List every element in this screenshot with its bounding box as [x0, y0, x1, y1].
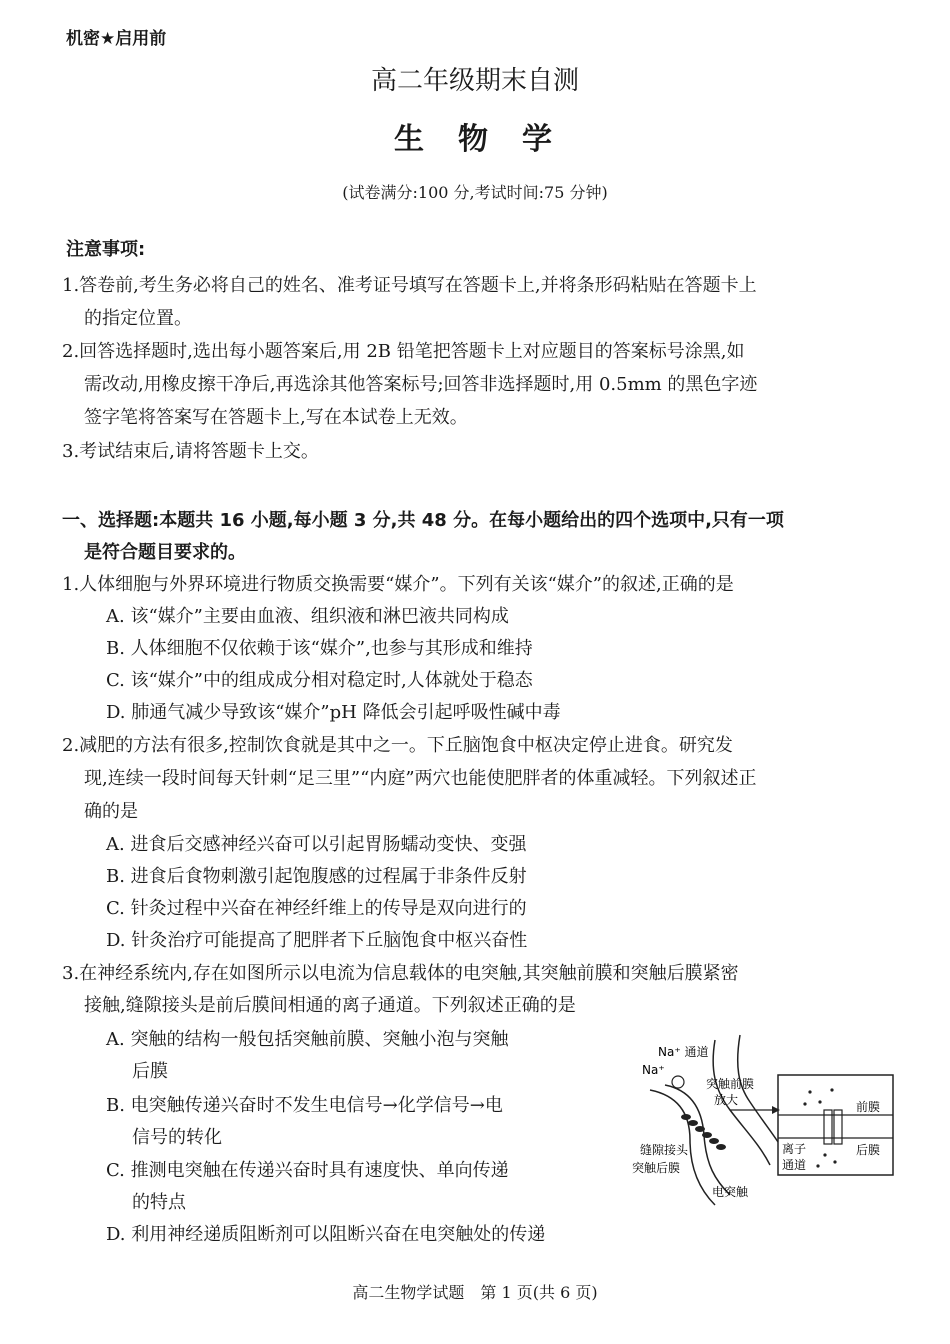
electric-synapse-figure	[620, 1030, 900, 1210]
question-stem: 1.人体细胞与外界环境进行物质交换需要“媒介”。下列有关该“媒介”的叙述,正确的是	[62, 574, 734, 595]
label-presynaptic: 突触前膜	[706, 1077, 755, 1091]
subject-title: 生物学	[394, 122, 586, 157]
label-post-membrane: 后膜	[856, 1143, 881, 1157]
label-gap-junction: 缝隙接头	[640, 1143, 689, 1157]
option-a: A. 突触的结构一般包括突触前膜、突触小泡与突触	[106, 1029, 509, 1050]
label-pre-membrane: 前膜	[856, 1100, 881, 1114]
question-stem-cont: 接触,缝隙接头是前后膜间相通的离子通道。下列叙述正确的是	[84, 995, 576, 1016]
exam-title: 高二年级期末自测	[370, 66, 579, 96]
option-c: C. 推测电突触在传递兴奋时具有速度快、单向传递	[106, 1160, 509, 1181]
option-c: C. 针灸过程中兴奋在神经纤维上的传导是双向进行的	[106, 898, 527, 919]
page-footer: 高二生物学试题 第 1 页(共 6 页)	[352, 1283, 598, 1302]
notice-item-cont: 签字笔将答案写在答题卡上,写在本试卷上无效。	[84, 407, 468, 428]
label-enlarge: 放大	[714, 1093, 739, 1107]
option-b-cont: 信号的转化	[132, 1127, 222, 1148]
option-a-cont: 后膜	[132, 1061, 168, 1082]
label-electric-synapse: 电突触	[712, 1185, 749, 1199]
option-d: D. 利用神经递质阻断剂可以阻断兴奋在电突触处的传递	[106, 1224, 546, 1245]
option-b: B. 人体细胞不仅依赖于该“媒介”,也参与其形成和维持	[106, 638, 533, 659]
notice-item: 1.答卷前,考生务必将自己的姓名、准考证号填写在答题卡上,并将条形码粘贴在答题卡上	[62, 275, 757, 296]
label-ion-2: 通道	[782, 1158, 807, 1172]
exam-info: (试卷满分:100 分,考试时间:75 分钟)	[342, 183, 608, 202]
notice-heading: 注意事项:	[66, 239, 146, 260]
notice-item-cont: 需改动,用橡皮擦干净后,再选涂其他答案标号;回答非选择题时,用 0.5mm 的黑色字迹	[84, 374, 758, 395]
notice-item-cont: 的指定位置。	[84, 308, 192, 329]
label-na-channel: Na⁺ 通道	[658, 1045, 709, 1059]
secret-label: 机密★启用前	[66, 29, 167, 49]
label-na-ion: Na⁺	[642, 1063, 665, 1077]
question-stem: 2.减肥的方法有很多,控制饮食就是其中之一。下丘脑饱食中枢决定停止进食。研究发	[62, 735, 733, 756]
option-d: D. 针灸治疗可能提高了肥胖者下丘脑饱食中枢兴奋性	[106, 930, 528, 951]
question-stem-cont: 现,连续一段时间每天针刺“足三里”“内庭”两穴也能使肥胖者的体重减轻。下列叙述正	[84, 768, 757, 789]
option-d: D. 肺通气减少导致该“媒介”pH 降低会引起呼吸性碱中毒	[106, 702, 561, 723]
option-a: A. 进食后交感神经兴奋可以引起胃肠蠕动变快、变强	[106, 834, 527, 855]
option-b: B. 进食后食物刺激引起饱腹感的过程属于非条件反射	[106, 866, 527, 887]
option-c-cont: 的特点	[132, 1192, 186, 1213]
option-c: C. 该“媒介”中的组成成分相对稳定时,人体就处于稳态	[106, 670, 533, 691]
notice-item: 2.回答选择题时,选出每小题答案后,用 2B 铅笔把答题卡上对应题目的答案标号涂黑,如	[62, 341, 745, 362]
option-b: B. 电突触传递兴奋时不发生电信号→化学信号→电	[106, 1095, 503, 1116]
na-channel-circle	[672, 1076, 684, 1088]
section-heading-cont: 是符合题目要求的。	[84, 542, 246, 563]
label-postsynaptic: 突触后膜	[632, 1161, 681, 1175]
label-ion-1: 离子	[782, 1142, 807, 1156]
arrow-head	[772, 1106, 780, 1114]
question-stem-cont: 确的是	[84, 801, 138, 822]
question-stem: 3.在神经系统内,存在如图所示以电流为信息载体的电突触,其突触前膜和突触后膜紧密	[62, 963, 739, 984]
option-a: A. 该“媒介”主要由血液、组织液和淋巴液共同构成	[106, 606, 509, 627]
notice-item: 3.考试结束后,请将答题卡上交。	[62, 441, 319, 462]
section-heading: 一、选择题:本题共 16 小题,每小题 3 分,共 48 分。在每小题给出的四个选项中,只有一项	[62, 510, 784, 531]
